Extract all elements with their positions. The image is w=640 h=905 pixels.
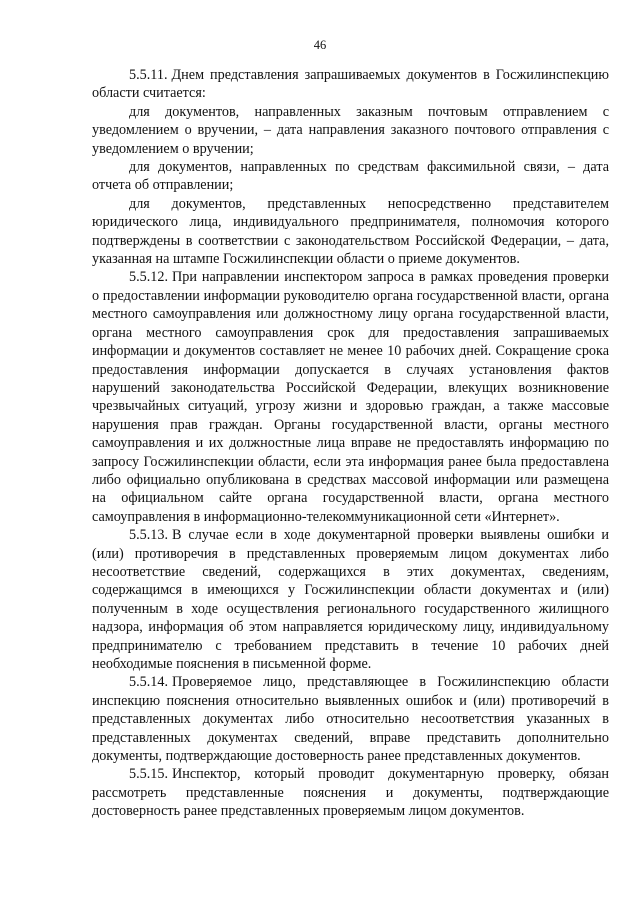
paragraph-text: Днем представления запрашиваемых документов в Госжилинспекцию области считается: [92, 67, 609, 102]
document-body [92, 66, 609, 821]
paragraph-text: для документов, направленных заказным почтовым отправлением с уведомлением о вручении, – дата направления заказного почтового отправления с уведомлением о вручении; [92, 103, 609, 157]
paragraph-fax [92, 158, 609, 195]
paragraph-number: 5.5.14. [129, 674, 169, 691]
paragraph-text: В случае если в ходе документарной проверки выявлены ошибки и (или) противоречия в представленных проверяемым лицом документах либо несоответствие сведений, содержащихся в этих документах, сведениям, содержащимся в имеющихся у Госжилинспекции области документах и (или) полученным в ходе осуществления регионального государственного жилищного надзора, информация об этом направляется юридическому лицу, индивидуальному предпринимателю с требованием представить в течение 10 рабочих дней необходимые пояснения в письменной форме. [92, 527, 609, 672]
paragraph-number: 5.5.11. [129, 67, 168, 83]
page-number: 46 [313, 38, 327, 52]
paragraph-number: 5.5.13. [129, 527, 169, 544]
paragraph-text: для документов, представленных непосредственно представителем юридического лица, индивидуального предпринимателя, полномочия которого подтверждены в соответствии с законодательством Российской Федерации, – дата, указанная на штампе Госжилинспекции области о приеме документов. [92, 195, 609, 268]
paragraph-5-5-11 [92, 66, 609, 103]
paragraph-text: для документов, направленных по средствам факсимильной связи, – дата отчета об отправлении; [92, 159, 609, 194]
paragraph-text: При направлении инспектором запроса в рамках проведения проверки о предоставлении информации руководителю органа государственной власти, органа местного самоуправления или должностному лицу органа государственной власти, органа местного самоуправления срок для предоставления запрашиваемых информации и документов составляет не менее 10 рабочих дней. Сокращение срока предоставления информации допускается в случаях установления фактов нарушений законодательства Российской Федерации, влекущих возникновение чрезвычайных ситуаций, угрозу жизни и здоровью граждан, а также массовые нарушения прав граждан. Органы государственной власти, органы местного самоуправления и их должностные лица вправе не предоставлять информацию по запросу Госжилинспекции области, если эта информация ранее была предоставлена либо официально опубликована в средствах массовой информации или размещена на официальном сайте органа государственной власти, органа местного самоуправления в информационно-телекоммуникационной сети «Интернет». [92, 269, 609, 525]
paragraph-number: 5.5.12. [129, 269, 169, 286]
paragraph-5-5-12 [92, 268, 609, 526]
paragraph-5-5-13 [92, 526, 609, 673]
paragraph-5-5-15 [92, 765, 609, 820]
paragraph-number: 5.5.15. [129, 766, 169, 783]
paragraph-registered-mail [92, 103, 609, 158]
paragraph-direct-delivery [92, 195, 609, 269]
paragraph-text: Инспектор, который проводит документарную проверку, обязан рассмотреть представленные пояснения и документы, подтверждающие достоверность ранее представленных проверяемым лицом документов. [92, 766, 609, 820]
paragraph-text: Проверяемое лицо, представляющее в Госжилинспекцию области инспекцию пояснения относительно выявленных ошибок и (или) противоречий в представленных документах либо относительно несоответствия указанных в представленных документах сведений, вправе представить дополнительно документы, подтверждающие достоверность ранее представленных документов. [92, 674, 609, 765]
paragraph-5-5-14 [92, 673, 609, 765]
